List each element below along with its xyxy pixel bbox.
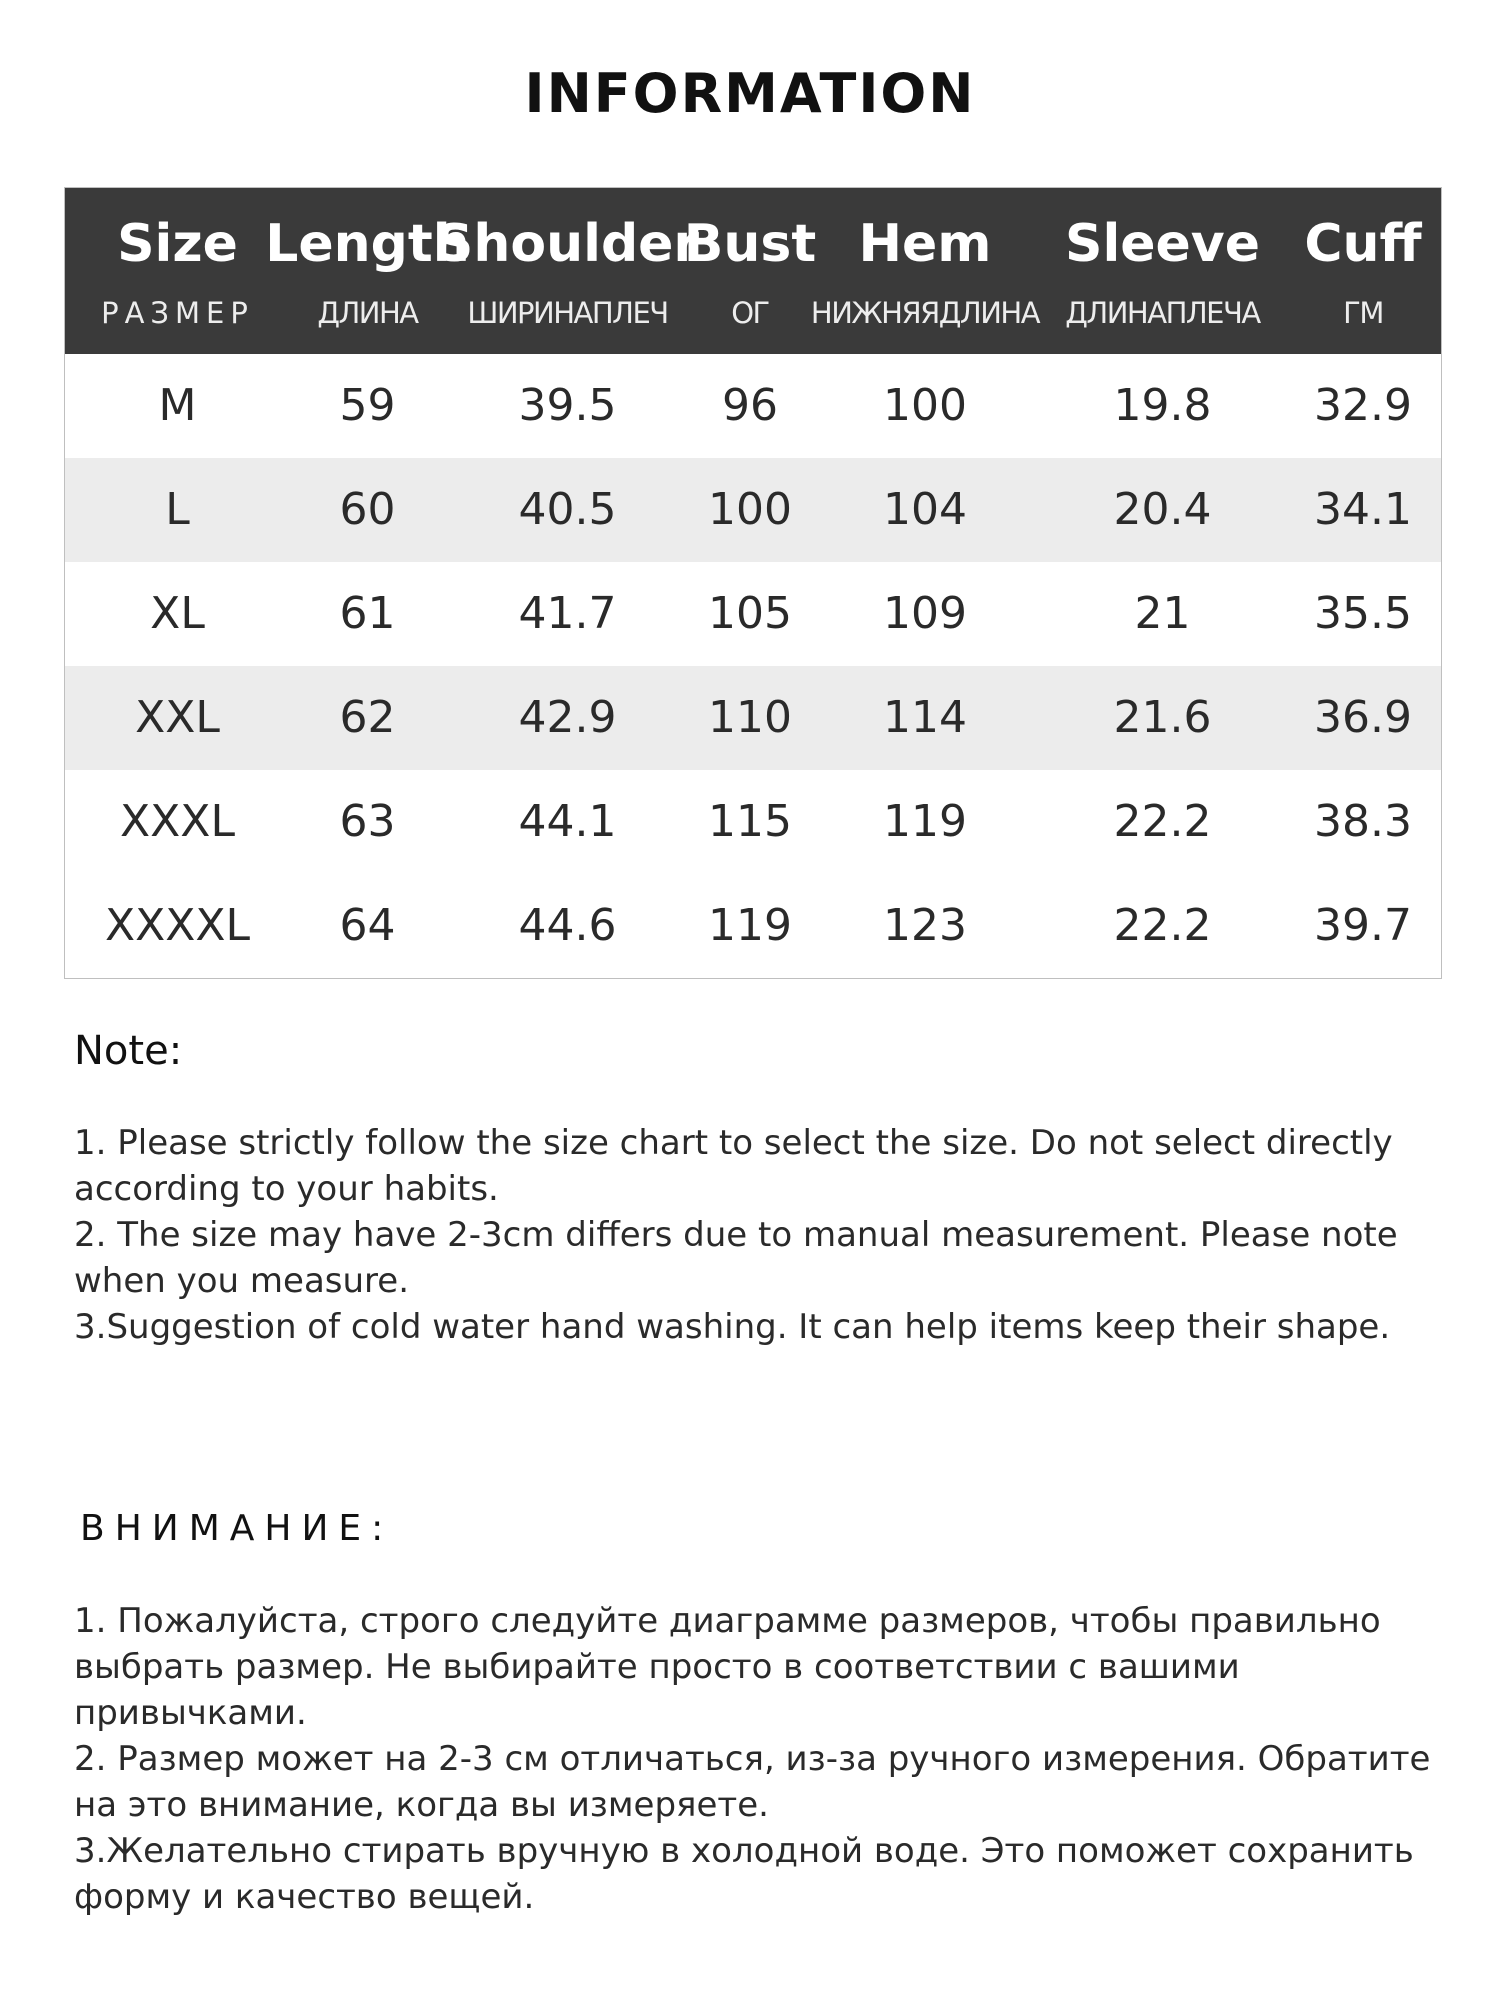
cell-cuff: 35.5 (1314, 588, 1412, 639)
note-ru-list (74, 1598, 1464, 1920)
cell-hem: 114 (883, 692, 967, 743)
header-label-en: Bust (683, 214, 817, 274)
header-label-en: Hem (858, 214, 992, 274)
cell-shoulder: 42.9 (518, 692, 617, 743)
note-ru-item: 1. Пожалуйста, строго следуйте диаграмме размеров, чтобы правильно выбрать размер. Не выбирайте просто в соответствии с вашими привычками. (74, 1601, 1381, 1733)
header-label-en: Sleeve (1065, 214, 1260, 274)
cell-hem: 100 (883, 380, 967, 431)
header-label-ru: ШИРИНАПЛЕЧ (467, 296, 668, 330)
cell-bust: 96 (722, 380, 778, 431)
header-label-en: Length (265, 214, 470, 274)
table-row (65, 770, 1441, 874)
header-label-en: Shoulder (435, 214, 700, 274)
header-label-ru: ДЛИНАПЛЕЧА (1065, 296, 1260, 330)
cell-cuff: 34.1 (1314, 484, 1412, 535)
note-item: 3.Suggestion of cold water hand washing. It can help items keep their shape. (74, 1307, 1391, 1347)
header-cuff (1285, 188, 1441, 354)
cell-shoulder: 39.5 (518, 380, 617, 431)
cell-length: 63 (339, 796, 396, 847)
table-row (65, 458, 1441, 562)
header-label-en: Size (117, 214, 238, 274)
cell-cuff: 39.7 (1314, 900, 1412, 951)
header-label-ru: ГМ (1343, 296, 1383, 330)
header-label-ru: РАЗМЕР (101, 296, 254, 330)
cell-shoulder: 44.1 (518, 796, 617, 847)
cell-size: XXXL (120, 796, 235, 847)
note-heading: Note: (74, 1028, 183, 1074)
cell-hem: 109 (883, 588, 967, 639)
cell-sleeve: 20.4 (1113, 484, 1212, 535)
page-title: INFORMATION (524, 62, 976, 125)
cell-bust: 110 (708, 692, 792, 743)
header-label-ru: ДЛИНА (317, 296, 418, 330)
cell-bust: 115 (708, 796, 792, 847)
cell-size: XXXXL (104, 900, 251, 951)
cell-cuff: 32.9 (1314, 380, 1412, 431)
header-label-en: Cuff (1304, 214, 1422, 274)
cell-shoulder: 44.6 (518, 900, 617, 951)
cell-length: 64 (339, 900, 396, 951)
cell-cuff: 36.9 (1314, 692, 1412, 743)
note-item: 1. Please strictly follow the size chart to select the size. Do not select directly according to your habits. (74, 1123, 1393, 1209)
cell-hem: 119 (883, 796, 967, 847)
cell-size: L (165, 484, 190, 535)
cell-bust: 100 (708, 484, 792, 535)
cell-length: 62 (339, 692, 396, 743)
note-ru-item: 3.Желательно стирать вручную в холодной воде. Это поможет сохранить форму и качество вещей. (74, 1831, 1414, 1917)
cell-length: 61 (339, 588, 396, 639)
cell-hem: 123 (883, 900, 967, 951)
cell-sleeve: 21 (1134, 588, 1191, 639)
table-row (65, 562, 1441, 666)
cell-shoulder: 41.7 (518, 588, 617, 639)
cell-cuff: 38.3 (1314, 796, 1412, 847)
note-ru-heading: ВНИМАНИЕ: (80, 1508, 394, 1549)
note-list (74, 1120, 1454, 1350)
cell-size: XXL (135, 692, 220, 743)
table-row (65, 666, 1441, 770)
cell-sleeve: 21.6 (1113, 692, 1212, 743)
note-item: 2. The size may have 2-3cm differs due to manual measurement. Please note when you measure. (74, 1215, 1398, 1301)
cell-bust: 105 (708, 588, 792, 639)
note-ru-item: 2. Размер может на 2-3 см отличаться, из-за ручного измерения. Обратите на это внимание, когда вы измеряете. (74, 1739, 1431, 1825)
table-header (65, 188, 1441, 354)
header-label-ru: ОГ (731, 296, 769, 330)
cell-bust: 119 (708, 900, 792, 951)
cell-hem: 104 (883, 484, 967, 535)
header-label-ru: НИЖНЯЯДЛИНА (810, 296, 1040, 330)
size-chart-table (64, 187, 1442, 979)
cell-shoulder: 40.5 (518, 484, 617, 535)
table-row (65, 354, 1441, 458)
cell-length: 60 (339, 484, 396, 535)
cell-size: M (158, 380, 197, 431)
cell-sleeve: 22.2 (1113, 796, 1212, 847)
cell-size: XL (150, 588, 205, 639)
cell-length: 59 (339, 380, 396, 431)
cell-sleeve: 22.2 (1113, 900, 1212, 951)
cell-sleeve: 19.8 (1113, 380, 1212, 431)
table-row (65, 874, 1441, 978)
